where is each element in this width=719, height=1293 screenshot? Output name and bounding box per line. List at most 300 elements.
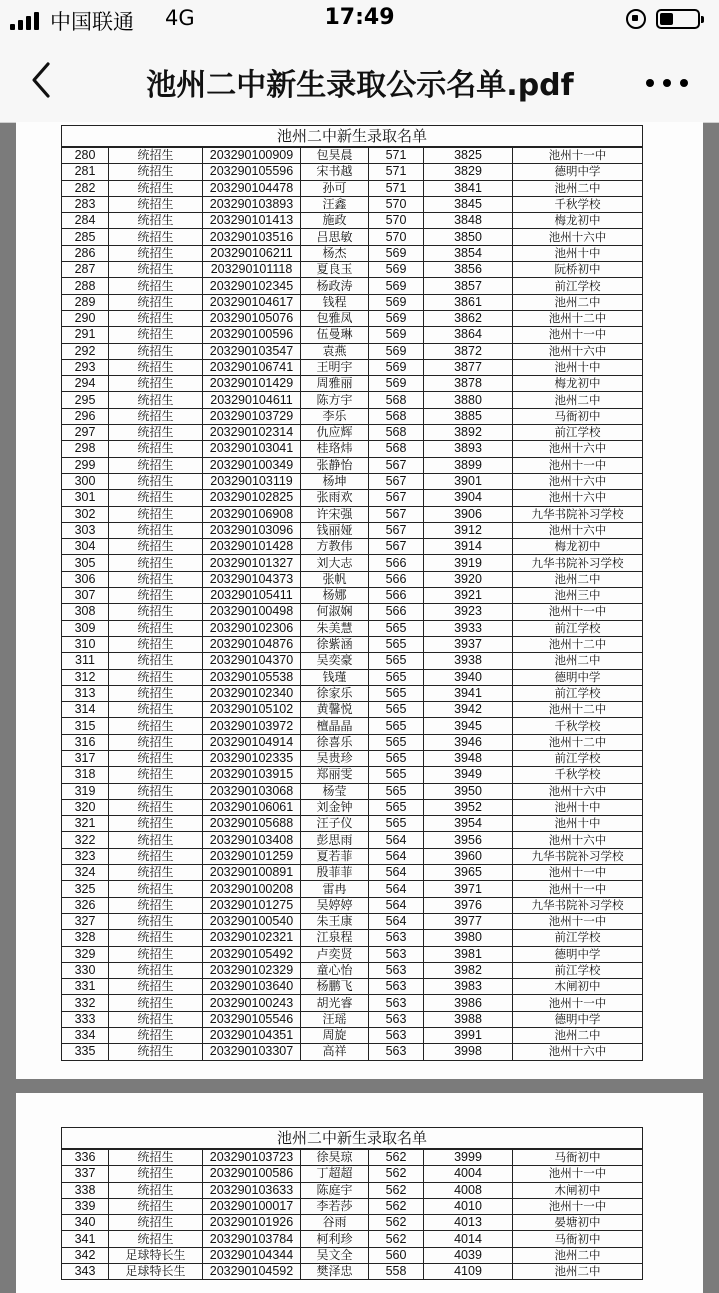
score-cell: 564 <box>369 848 424 864</box>
table-row <box>62 441 643 457</box>
more-button[interactable] <box>646 79 690 89</box>
admission-type-cell: 统招生 <box>109 930 203 946</box>
exam-id-cell: 203290105596 <box>203 164 301 180</box>
score-cell: 564 <box>369 913 424 929</box>
student-name-cell: 张雨欢 <box>301 490 369 506</box>
table-row <box>62 604 643 620</box>
exam-id-cell: 203290105102 <box>203 702 301 718</box>
student-name-cell: 周旋 <box>301 1028 369 1044</box>
table-row <box>62 457 643 473</box>
score-cell: 562 <box>369 1215 424 1231</box>
exam-id-cell: 203290103096 <box>203 522 301 538</box>
rank-cell: 3937 <box>424 636 513 652</box>
exam-id-cell: 203290103723 <box>203 1149 301 1166</box>
score-cell: 565 <box>369 636 424 652</box>
rank-cell: 3920 <box>424 571 513 587</box>
table-row <box>62 245 643 261</box>
row-number-cell: 301 <box>62 490 109 506</box>
row-number-cell: 320 <box>62 799 109 815</box>
exam-id-cell: 203290102825 <box>203 490 301 506</box>
rank-cell: 3981 <box>424 946 513 962</box>
row-number-cell: 295 <box>62 392 109 408</box>
school-cell: 池州二中 <box>513 571 643 587</box>
table-row <box>62 685 643 701</box>
student-name-cell: 桂珞炜 <box>301 441 369 457</box>
rank-cell: 3942 <box>424 702 513 718</box>
score-cell: 568 <box>369 392 424 408</box>
score-cell: 570 <box>369 229 424 245</box>
student-name-cell: 高祥 <box>301 1044 369 1060</box>
row-number-cell: 291 <box>62 327 109 343</box>
admission-type-cell: 统招生 <box>109 392 203 408</box>
rank-cell: 3938 <box>424 653 513 669</box>
table-row <box>62 702 643 718</box>
admission-type-cell: 统招生 <box>109 1149 203 1166</box>
student-name-cell: 郑丽雯 <box>301 767 369 783</box>
score-cell: 565 <box>369 685 424 701</box>
rank-cell: 4039 <box>424 1247 513 1263</box>
admission-type-cell: 统招生 <box>109 604 203 620</box>
admission-type-cell: 统招生 <box>109 229 203 245</box>
exam-id-cell: 203290103119 <box>203 473 301 489</box>
student-name-cell: 张静怡 <box>301 457 369 473</box>
score-cell: 568 <box>369 441 424 457</box>
score-cell: 562 <box>369 1231 424 1247</box>
table-row <box>62 1247 643 1263</box>
rank-cell: 4004 <box>424 1166 513 1182</box>
school-cell: 池州十中 <box>513 359 643 375</box>
rank-cell: 3848 <box>424 213 513 229</box>
table-row <box>62 359 643 375</box>
student-name-cell: 徐喜乐 <box>301 734 369 750</box>
row-number-cell: 303 <box>62 522 109 538</box>
rank-cell: 3977 <box>424 913 513 929</box>
exam-id-cell: 203290101259 <box>203 848 301 864</box>
row-number-cell: 328 <box>62 930 109 946</box>
document-title: 池州二中新生录取公示名单.pdf <box>146 68 574 103</box>
student-name-cell: 施政 <box>301 213 369 229</box>
row-number-cell: 290 <box>62 310 109 326</box>
admission-type-cell: 统招生 <box>109 620 203 636</box>
score-cell: 565 <box>369 750 424 766</box>
row-number-cell: 304 <box>62 539 109 555</box>
score-cell: 565 <box>369 734 424 750</box>
admission-type-cell: 统招生 <box>109 881 203 897</box>
score-cell: 566 <box>369 588 424 604</box>
rank-cell: 3988 <box>424 1011 513 1027</box>
rank-cell: 3982 <box>424 962 513 978</box>
admission-type-cell: 统招生 <box>109 1231 203 1247</box>
school-cell: 池州十二中 <box>513 734 643 750</box>
student-name-cell: 陈庭宇 <box>301 1182 369 1198</box>
school-cell: 池州十一中 <box>513 865 643 881</box>
school-cell: 马衙初中 <box>513 1149 643 1166</box>
student-name-cell: 陈方宇 <box>301 392 369 408</box>
back-button[interactable] <box>28 60 68 100</box>
score-cell: 567 <box>369 522 424 538</box>
score-cell: 568 <box>369 425 424 441</box>
rank-cell: 3919 <box>424 555 513 571</box>
exam-id-cell: 203290103784 <box>203 1231 301 1247</box>
exam-id-cell: 203290103729 <box>203 408 301 424</box>
score-cell: 567 <box>369 473 424 489</box>
table-row <box>62 783 643 799</box>
admission-type-cell: 统招生 <box>109 294 203 310</box>
rank-cell: 3998 <box>424 1044 513 1060</box>
rank-cell: 3912 <box>424 522 513 538</box>
table-row <box>62 799 643 815</box>
exam-id-cell: 203290100891 <box>203 865 301 881</box>
exam-id-cell: 203290101428 <box>203 539 301 555</box>
row-number-cell: 305 <box>62 555 109 571</box>
rank-cell: 3976 <box>424 897 513 913</box>
school-cell: 池州二中 <box>513 1028 643 1044</box>
table-row <box>62 343 643 359</box>
student-name-cell: 汪鑫 <box>301 196 369 212</box>
student-name-cell: 杨娜 <box>301 588 369 604</box>
table-row <box>62 979 643 995</box>
row-number-cell: 323 <box>62 848 109 864</box>
school-cell: 池州十二中 <box>513 702 643 718</box>
row-number-cell: 318 <box>62 767 109 783</box>
exam-id-cell: 203290101413 <box>203 213 301 229</box>
school-cell: 前江学校 <box>513 750 643 766</box>
table-row <box>62 555 643 571</box>
exam-id-cell: 203290103915 <box>203 767 301 783</box>
score-cell: 569 <box>369 262 424 278</box>
student-name-cell: 江泉程 <box>301 930 369 946</box>
rank-cell: 3923 <box>424 604 513 620</box>
school-cell: 池州十一中 <box>513 995 643 1011</box>
exam-id-cell: 203290101118 <box>203 262 301 278</box>
score-cell: 569 <box>369 376 424 392</box>
school-cell: 木闸初中 <box>513 979 643 995</box>
admission-type-cell: 统招生 <box>109 196 203 212</box>
table-row <box>62 294 643 310</box>
row-number-cell: 330 <box>62 962 109 978</box>
score-cell: 564 <box>369 881 424 897</box>
admission-type-cell: 统招生 <box>109 164 203 180</box>
student-name-cell: 杨鹏飞 <box>301 979 369 995</box>
admission-type-cell: 统招生 <box>109 832 203 848</box>
student-name-cell: 袁燕 <box>301 343 369 359</box>
admission-type-cell: 统招生 <box>109 441 203 457</box>
student-name-cell: 汪子仪 <box>301 816 369 832</box>
rank-cell: 4010 <box>424 1198 513 1214</box>
score-cell: 567 <box>369 490 424 506</box>
student-name-cell: 伍曼琳 <box>301 327 369 343</box>
admission-type-cell: 统招生 <box>109 1215 203 1231</box>
row-number-cell: 310 <box>62 636 109 652</box>
battery-icon <box>656 9 700 29</box>
admission-type-cell: 足球特长生 <box>109 1264 203 1280</box>
table-row <box>62 213 643 229</box>
school-cell: 前江学校 <box>513 930 643 946</box>
score-cell: 558 <box>369 1264 424 1280</box>
row-number-cell: 282 <box>62 180 109 196</box>
student-name-cell: 李若莎 <box>301 1198 369 1214</box>
school-cell: 池州十一中 <box>513 881 643 897</box>
pdf-page-2[interactable] <box>16 1093 703 1293</box>
rank-cell: 3948 <box>424 750 513 766</box>
exam-id-cell: 203290100586 <box>203 1166 301 1182</box>
exam-id-cell: 203290103893 <box>203 196 301 212</box>
school-cell: 前江学校 <box>513 620 643 636</box>
row-number-cell: 311 <box>62 653 109 669</box>
row-number-cell: 283 <box>62 196 109 212</box>
school-cell: 池州十一中 <box>513 913 643 929</box>
table-title: 池州二中新生录取名单 <box>62 1128 643 1150</box>
exam-id-cell: 203290100349 <box>203 457 301 473</box>
rank-cell: 3971 <box>424 881 513 897</box>
exam-id-cell: 203290104592 <box>203 1264 301 1280</box>
score-cell: 564 <box>369 832 424 848</box>
row-number-cell: 300 <box>62 473 109 489</box>
row-number-cell: 324 <box>62 865 109 881</box>
score-cell: 563 <box>369 962 424 978</box>
school-cell: 马衙初中 <box>513 408 643 424</box>
exam-id-cell: 203290103516 <box>203 229 301 245</box>
school-cell: 池州十一中 <box>513 1166 643 1182</box>
score-cell: 569 <box>369 343 424 359</box>
table-row <box>62 995 643 1011</box>
table-row <box>62 620 643 636</box>
exam-id-cell: 203290104370 <box>203 653 301 669</box>
network-type: 4G <box>165 6 195 30</box>
table-row <box>62 1198 643 1214</box>
admission-type-cell: 统招生 <box>109 213 203 229</box>
score-cell: 571 <box>369 164 424 180</box>
row-number-cell: 307 <box>62 588 109 604</box>
rank-cell: 3983 <box>424 979 513 995</box>
table-row <box>62 229 643 245</box>
school-cell: 马衙初中 <box>513 1231 643 1247</box>
rank-cell: 3954 <box>424 816 513 832</box>
school-cell: 德明中学 <box>513 946 643 962</box>
rank-cell: 3857 <box>424 278 513 294</box>
exam-id-cell: 203290104351 <box>203 1028 301 1044</box>
school-cell: 池州二中 <box>513 180 643 196</box>
score-cell: 569 <box>369 245 424 261</box>
row-number-cell: 297 <box>62 425 109 441</box>
student-name-cell: 钱丽娅 <box>301 522 369 538</box>
admission-type-cell: 统招生 <box>109 506 203 522</box>
row-number-cell: 314 <box>62 702 109 718</box>
nav-bar <box>0 40 719 123</box>
score-cell: 569 <box>369 310 424 326</box>
score-cell: 563 <box>369 995 424 1011</box>
rank-cell: 3933 <box>424 620 513 636</box>
row-number-cell: 325 <box>62 881 109 897</box>
student-name-cell: 刘大志 <box>301 555 369 571</box>
school-cell: 阮桥初中 <box>513 262 643 278</box>
rank-cell: 3854 <box>424 245 513 261</box>
student-name-cell: 方教伟 <box>301 539 369 555</box>
admission-type-cell: 统招生 <box>109 278 203 294</box>
student-name-cell: 何淑娴 <box>301 604 369 620</box>
admission-type-cell: 统招生 <box>109 767 203 783</box>
admission-type-cell: 统招生 <box>109 913 203 929</box>
rank-cell: 3861 <box>424 294 513 310</box>
school-cell: 池州十六中 <box>513 343 643 359</box>
exam-id-cell: 203290101327 <box>203 555 301 571</box>
student-name-cell: 吴奕豪 <box>301 653 369 669</box>
school-cell: 池州十六中 <box>513 522 643 538</box>
admission-table-page-2 <box>61 1127 643 1280</box>
student-name-cell: 徐家乐 <box>301 685 369 701</box>
score-cell: 564 <box>369 897 424 913</box>
admission-type-cell: 统招生 <box>109 1044 203 1060</box>
row-number-cell: 294 <box>62 376 109 392</box>
score-cell: 569 <box>369 327 424 343</box>
row-number-cell: 306 <box>62 571 109 587</box>
admission-type-cell: 统招生 <box>109 1166 203 1182</box>
exam-id-cell: 203290101275 <box>203 897 301 913</box>
row-number-cell: 293 <box>62 359 109 375</box>
score-cell: 567 <box>369 539 424 555</box>
admission-type-cell: 统招生 <box>109 588 203 604</box>
admission-type-cell: 统招生 <box>109 147 203 164</box>
admission-type-cell: 统招生 <box>109 734 203 750</box>
row-number-cell: 327 <box>62 913 109 929</box>
pdf-page-1[interactable] <box>16 122 703 1079</box>
rank-cell: 3980 <box>424 930 513 946</box>
rank-cell: 3829 <box>424 164 513 180</box>
row-number-cell: 342 <box>62 1247 109 1263</box>
student-name-cell: 杨坤 <box>301 473 369 489</box>
admission-type-cell: 统招生 <box>109 522 203 538</box>
table-title: 池州二中新生录取名单 <box>62 126 643 148</box>
school-cell: 池州十二中 <box>513 310 643 326</box>
exam-id-cell: 203290103547 <box>203 343 301 359</box>
table-row <box>62 653 643 669</box>
student-name-cell: 吴婷婷 <box>301 897 369 913</box>
rank-cell: 3940 <box>424 669 513 685</box>
rank-cell: 4014 <box>424 1231 513 1247</box>
student-name-cell: 杨杰 <box>301 245 369 261</box>
score-cell: 563 <box>369 946 424 962</box>
admission-type-cell: 统招生 <box>109 718 203 734</box>
admission-type-cell: 统招生 <box>109 750 203 766</box>
score-cell: 565 <box>369 783 424 799</box>
school-cell: 池州十一中 <box>513 327 643 343</box>
table-row <box>62 816 643 832</box>
admission-type-cell: 统招生 <box>109 245 203 261</box>
rank-cell: 4008 <box>424 1182 513 1198</box>
row-number-cell: 289 <box>62 294 109 310</box>
school-cell: 池州十六中 <box>513 441 643 457</box>
exam-id-cell: 203290104617 <box>203 294 301 310</box>
exam-id-cell: 203290104478 <box>203 180 301 196</box>
exam-id-cell: 203290105411 <box>203 588 301 604</box>
table-row <box>62 1011 643 1027</box>
school-cell: 池州二中 <box>513 1247 643 1263</box>
score-cell: 566 <box>369 571 424 587</box>
exam-id-cell: 203290104373 <box>203 571 301 587</box>
rank-cell: 3880 <box>424 392 513 408</box>
admission-type-cell: 统招生 <box>109 1028 203 1044</box>
score-cell: 565 <box>369 653 424 669</box>
admission-type-cell: 统招生 <box>109 310 203 326</box>
admission-type-cell: 统招生 <box>109 408 203 424</box>
rank-cell: 3946 <box>424 734 513 750</box>
student-name-cell: 吕思敏 <box>301 229 369 245</box>
score-cell: 571 <box>369 180 424 196</box>
admission-type-cell: 统招生 <box>109 962 203 978</box>
table-row <box>62 522 643 538</box>
school-cell: 德明中学 <box>513 1011 643 1027</box>
orientation-lock-icon <box>626 9 646 29</box>
exam-id-cell: 203290100017 <box>203 1198 301 1214</box>
student-name-cell: 王明宇 <box>301 359 369 375</box>
admission-type-cell: 统招生 <box>109 636 203 652</box>
table-row <box>62 767 643 783</box>
row-number-cell: 281 <box>62 164 109 180</box>
score-cell: 562 <box>369 1166 424 1182</box>
school-cell: 池州三中 <box>513 588 643 604</box>
score-cell: 565 <box>369 702 424 718</box>
table-row <box>62 669 643 685</box>
school-cell: 前江学校 <box>513 425 643 441</box>
school-cell: 晏塘初中 <box>513 1215 643 1231</box>
rank-cell: 3850 <box>424 229 513 245</box>
exam-id-cell: 203290106061 <box>203 799 301 815</box>
row-number-cell: 315 <box>62 718 109 734</box>
admission-type-cell: 统招生 <box>109 180 203 196</box>
row-number-cell: 322 <box>62 832 109 848</box>
score-cell: 565 <box>369 669 424 685</box>
student-name-cell: 樊泽忠 <box>301 1264 369 1280</box>
admission-type-cell: 统招生 <box>109 376 203 392</box>
row-number-cell: 341 <box>62 1231 109 1247</box>
admission-type-cell: 统招生 <box>109 327 203 343</box>
score-cell: 569 <box>369 359 424 375</box>
exam-id-cell: 203290105076 <box>203 310 301 326</box>
table-row <box>62 327 643 343</box>
exam-id-cell: 203290103408 <box>203 832 301 848</box>
rank-cell: 3914 <box>424 539 513 555</box>
school-cell: 九华书院补习学校 <box>513 555 643 571</box>
chevron-left-icon <box>28 60 68 100</box>
table-row <box>62 734 643 750</box>
school-cell: 池州十六中 <box>513 783 643 799</box>
admission-type-cell: 统招生 <box>109 799 203 815</box>
admission-type-cell: 统招生 <box>109 685 203 701</box>
row-number-cell: 337 <box>62 1166 109 1182</box>
table-row <box>62 1215 643 1231</box>
exam-id-cell: 203290106211 <box>203 245 301 261</box>
table-row <box>62 1028 643 1044</box>
rank-cell: 3991 <box>424 1028 513 1044</box>
row-number-cell: 299 <box>62 457 109 473</box>
row-number-cell: 309 <box>62 620 109 636</box>
table-row <box>62 164 643 180</box>
row-number-cell: 336 <box>62 1149 109 1166</box>
row-number-cell: 292 <box>62 343 109 359</box>
admission-type-cell: 统招生 <box>109 783 203 799</box>
score-cell: 568 <box>369 408 424 424</box>
status-time: 17:49 <box>324 5 395 30</box>
admission-type-cell: 统招生 <box>109 995 203 1011</box>
admission-type-cell: 统招生 <box>109 897 203 913</box>
student-name-cell: 丁超超 <box>301 1166 369 1182</box>
exam-id-cell: 203290102321 <box>203 930 301 946</box>
student-name-cell: 吴贵珍 <box>301 750 369 766</box>
admission-type-cell: 统招生 <box>109 457 203 473</box>
student-name-cell: 胡光睿 <box>301 995 369 1011</box>
school-cell: 千秋学校 <box>513 196 643 212</box>
student-name-cell: 包雅凤 <box>301 310 369 326</box>
